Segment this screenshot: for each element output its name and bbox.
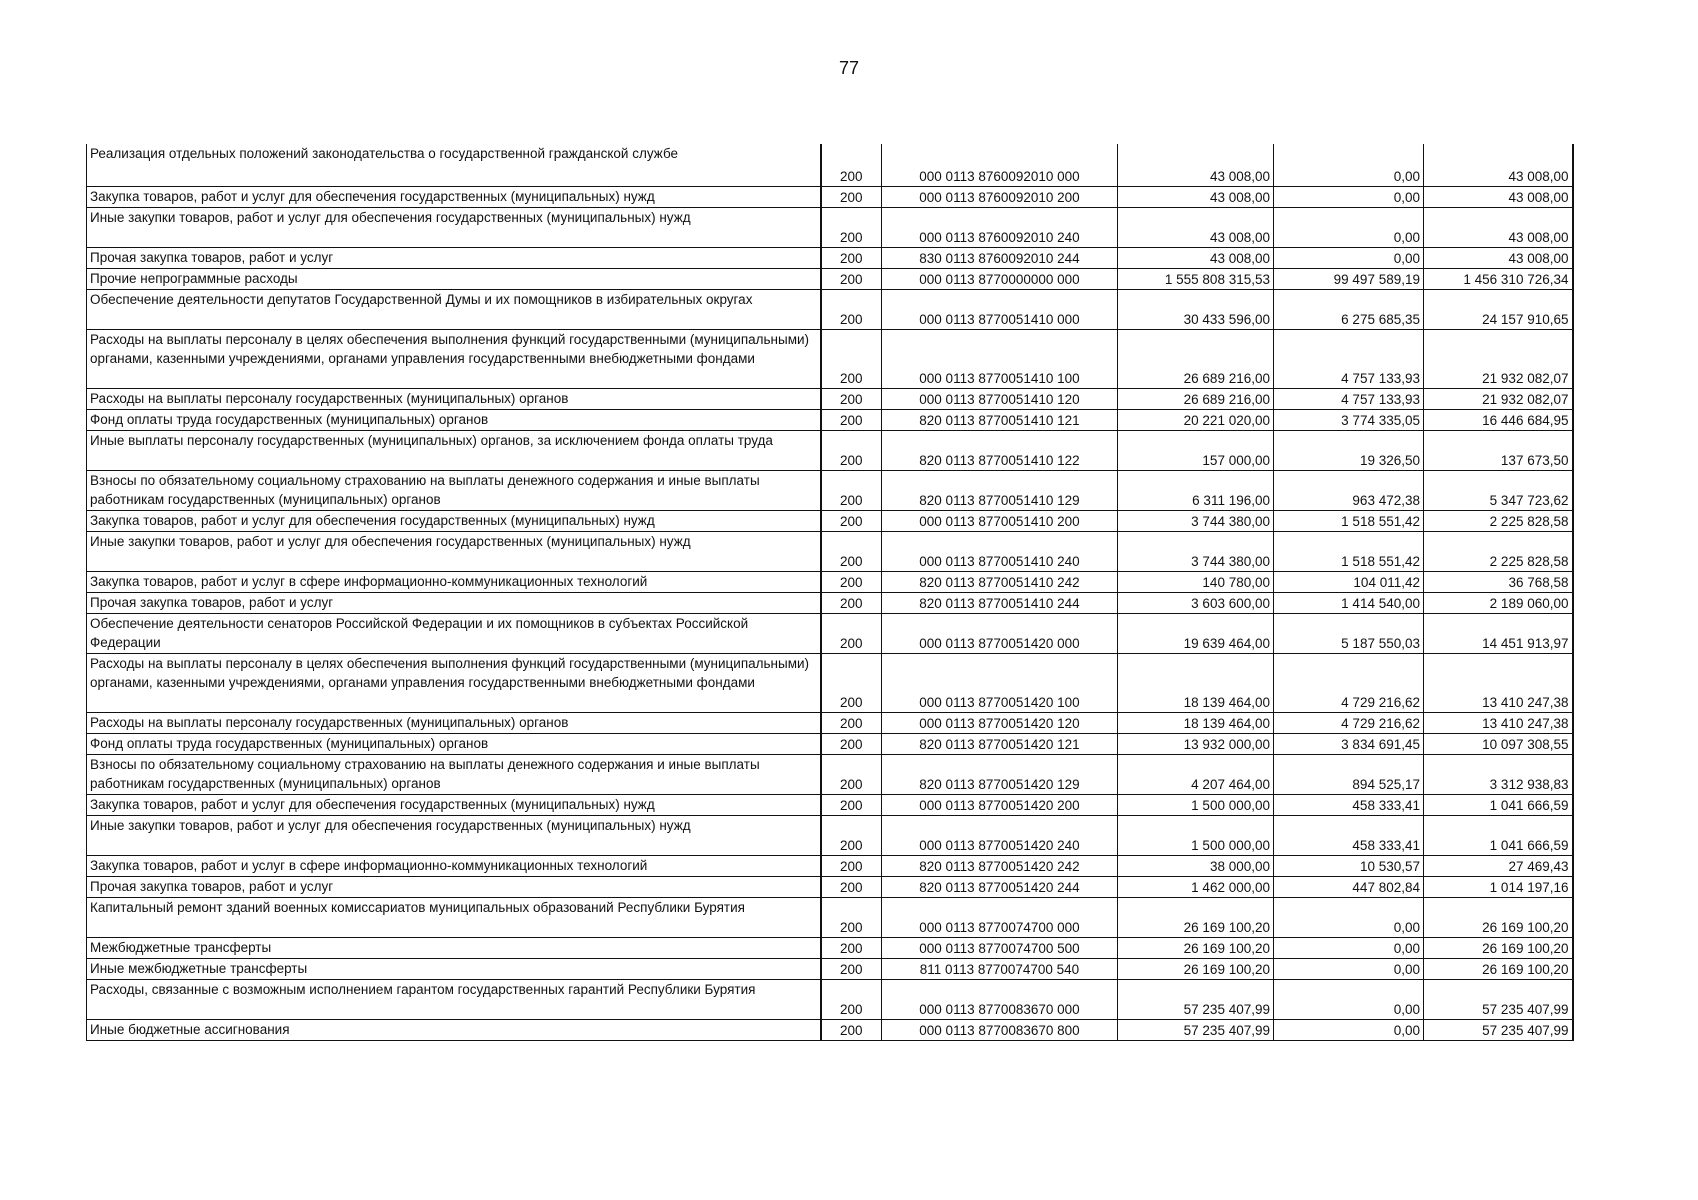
row-executed: 0,00 <box>1274 186 1424 207</box>
row-kbk: 000 0113 8770000000 000 <box>882 268 1118 289</box>
row-executed: 4 757 133,93 <box>1274 388 1424 409</box>
table-row <box>87 247 1573 268</box>
row-code: 200 <box>821 388 882 409</box>
table-row <box>87 653 1573 712</box>
row-kbk: 000 0113 8770051410 000 <box>882 289 1118 329</box>
row-remaining: 43 008,00 <box>1424 144 1573 186</box>
row-kbk: 820 0113 8770051420 129 <box>882 754 1118 794</box>
table-row <box>87 897 1573 937</box>
row-code: 200 <box>821 794 882 815</box>
row-kbk: 000 0113 8770083670 000 <box>882 979 1118 1019</box>
row-code: 200 <box>821 470 882 510</box>
row-executed: 3 834 691,45 <box>1274 733 1424 754</box>
row-code: 200 <box>821 958 882 979</box>
table-row <box>87 186 1573 207</box>
row-name: Расходы на выплаты персоналу в целях обеспечения выполнения функций государственными (муниципальными) органами, казенными учреждениями, органами управления государственными внебюджетными фондами <box>87 653 821 712</box>
row-code: 200 <box>821 329 882 388</box>
row-remaining: 137 673,50 <box>1424 430 1573 470</box>
row-kbk: 820 0113 8770051410 129 <box>882 470 1118 510</box>
table-row <box>87 712 1573 733</box>
row-code: 200 <box>821 289 882 329</box>
row-name: Фонд оплаты труда государственных (муниципальных) органов <box>87 733 821 754</box>
row-name: Иные выплаты персоналу государственных (муниципальных) органов, за исключением фонда оплаты труда <box>87 430 821 470</box>
row-kbk: 000 0113 8770051410 200 <box>882 510 1118 531</box>
row-name: Взносы по обязательному социальному страхованию на выплаты денежного содержания и иные выплаты работникам государственных (муниципальных) органов <box>87 754 821 794</box>
table-row <box>87 329 1573 388</box>
row-executed: 0,00 <box>1274 247 1424 268</box>
row-remaining: 21 932 082,07 <box>1424 388 1573 409</box>
row-executed: 99 497 589,19 <box>1274 268 1424 289</box>
table-row <box>87 1019 1573 1040</box>
table-row <box>87 289 1573 329</box>
row-kbk: 820 0113 8770051410 121 <box>882 409 1118 430</box>
table-row <box>87 470 1573 510</box>
row-executed: 10 530,57 <box>1274 855 1424 876</box>
table-row <box>87 531 1573 571</box>
row-executed: 4 729 216,62 <box>1274 712 1424 733</box>
row-kbk: 000 0113 8770083670 800 <box>882 1019 1118 1040</box>
row-code: 200 <box>821 186 882 207</box>
table-row <box>87 754 1573 794</box>
row-approved: 18 139 464,00 <box>1118 653 1274 712</box>
row-remaining: 1 014 197,16 <box>1424 876 1573 897</box>
row-code: 200 <box>821 937 882 958</box>
row-approved: 6 311 196,00 <box>1118 470 1274 510</box>
row-kbk: 000 0113 8770051420 000 <box>882 613 1118 653</box>
row-name: Расходы на выплаты персоналу государственных (муниципальных) органов <box>87 388 821 409</box>
row-executed: 0,00 <box>1274 897 1424 937</box>
row-code: 200 <box>821 712 882 733</box>
row-code: 200 <box>821 430 882 470</box>
table-row <box>87 388 1573 409</box>
row-remaining: 27 469,43 <box>1424 855 1573 876</box>
row-kbk: 000 0113 8770051420 200 <box>882 794 1118 815</box>
row-code: 200 <box>821 207 882 247</box>
row-name: Закупка товаров, работ и услуг для обеспечения государственных (муниципальных) нужд <box>87 186 821 207</box>
table-row <box>87 613 1573 653</box>
page-number: 77 <box>838 58 860 78</box>
row-approved: 3 744 380,00 <box>1118 510 1274 531</box>
row-remaining: 43 008,00 <box>1424 207 1573 247</box>
row-executed: 4 757 133,93 <box>1274 329 1424 388</box>
row-name: Иные закупки товаров, работ и услуг для обеспечения государственных (муниципальных) нужд <box>87 531 821 571</box>
row-code: 200 <box>821 510 882 531</box>
row-name: Закупка товаров, работ и услуг для обеспечения государственных (муниципальных) нужд <box>87 510 821 531</box>
row-approved: 26 169 100,20 <box>1118 958 1274 979</box>
row-remaining: 21 932 082,07 <box>1424 329 1573 388</box>
row-approved: 26 689 216,00 <box>1118 388 1274 409</box>
row-name: Закупка товаров, работ и услуг для обеспечения государственных (муниципальных) нужд <box>87 794 821 815</box>
row-code: 200 <box>821 531 882 571</box>
row-remaining: 57 235 407,99 <box>1424 1019 1573 1040</box>
row-approved: 38 000,00 <box>1118 855 1274 876</box>
row-code: 200 <box>821 409 882 430</box>
budget-table <box>86 144 1574 1041</box>
row-kbk: 820 0113 8770051420 244 <box>882 876 1118 897</box>
table-row <box>87 571 1573 592</box>
table-row <box>87 937 1573 958</box>
row-remaining: 10 097 308,55 <box>1424 733 1573 754</box>
table-row <box>87 409 1573 430</box>
row-approved: 1 500 000,00 <box>1118 794 1274 815</box>
row-approved: 18 139 464,00 <box>1118 712 1274 733</box>
table-row <box>87 510 1573 531</box>
row-name: Межбюджетные трансферты <box>87 937 821 958</box>
budget-table-body <box>87 144 1573 1040</box>
row-name: Обеспечение деятельности депутатов Государственной Думы и их помощников в избирательных округах <box>87 289 821 329</box>
row-name: Взносы по обязательному социальному страхованию на выплаты денежного содержания и иные выплаты работникам государственных (муниципальных) органов <box>87 470 821 510</box>
row-name: Расходы, связанные с возможным исполнением гарантом государственных гарантий Республики Бурятия <box>87 979 821 1019</box>
row-code: 200 <box>821 268 882 289</box>
table-row <box>87 815 1573 855</box>
row-code: 200 <box>821 653 882 712</box>
row-executed: 447 802,84 <box>1274 876 1424 897</box>
row-remaining: 3 312 938,83 <box>1424 754 1573 794</box>
row-approved: 4 207 464,00 <box>1118 754 1274 794</box>
row-executed: 19 326,50 <box>1274 430 1424 470</box>
row-code: 200 <box>821 571 882 592</box>
row-remaining: 1 041 666,59 <box>1424 794 1573 815</box>
row-approved: 43 008,00 <box>1118 144 1274 186</box>
row-code: 200 <box>821 815 882 855</box>
row-approved: 3 744 380,00 <box>1118 531 1274 571</box>
row-name: Расходы на выплаты персоналу государственных (муниципальных) органов <box>87 712 821 733</box>
row-approved: 19 639 464,00 <box>1118 613 1274 653</box>
row-kbk: 820 0113 8770051410 122 <box>882 430 1118 470</box>
table-row <box>87 794 1573 815</box>
row-executed: 6 275 685,35 <box>1274 289 1424 329</box>
row-remaining: 26 169 100,20 <box>1424 958 1573 979</box>
row-remaining: 16 446 684,95 <box>1424 409 1573 430</box>
row-remaining: 43 008,00 <box>1424 247 1573 268</box>
row-name: Реализация отдельных положений законодательства о государственной гражданской службе <box>87 144 821 186</box>
row-remaining: 2 225 828,58 <box>1424 531 1573 571</box>
row-remaining: 2 225 828,58 <box>1424 510 1573 531</box>
table-row <box>87 430 1573 470</box>
row-remaining: 24 157 910,65 <box>1424 289 1573 329</box>
row-kbk: 000 0113 8770051410 240 <box>882 531 1118 571</box>
row-approved: 43 008,00 <box>1118 186 1274 207</box>
row-remaining: 57 235 407,99 <box>1424 979 1573 1019</box>
row-executed: 963 472,38 <box>1274 470 1424 510</box>
row-remaining: 13 410 247,38 <box>1424 712 1573 733</box>
row-remaining: 36 768,58 <box>1424 571 1573 592</box>
row-remaining: 1 041 666,59 <box>1424 815 1573 855</box>
row-name: Прочая закупка товаров, работ и услуг <box>87 247 821 268</box>
row-name: Обеспечение деятельности сенаторов Российской Федерации и их помощников в субъектах Российской Федерации <box>87 613 821 653</box>
row-name: Иные закупки товаров, работ и услуг для обеспечения государственных (муниципальных) нужд <box>87 207 821 247</box>
row-kbk: 000 0113 8770074700 500 <box>882 937 1118 958</box>
table-row <box>87 958 1573 979</box>
row-approved: 57 235 407,99 <box>1118 979 1274 1019</box>
row-approved: 43 008,00 <box>1118 247 1274 268</box>
table-row <box>87 855 1573 876</box>
row-kbk: 000 0113 8760092010 000 <box>882 144 1118 186</box>
row-name: Иные межбюджетные трансферты <box>87 958 821 979</box>
row-executed: 1 414 540,00 <box>1274 592 1424 613</box>
row-kbk: 820 0113 8770051410 244 <box>882 592 1118 613</box>
row-kbk: 000 0113 8770051410 120 <box>882 388 1118 409</box>
row-executed: 458 333,41 <box>1274 794 1424 815</box>
table-row <box>87 268 1573 289</box>
row-kbk: 000 0113 8760092010 240 <box>882 207 1118 247</box>
row-kbk: 830 0113 8760092010 244 <box>882 247 1118 268</box>
row-approved: 140 780,00 <box>1118 571 1274 592</box>
row-kbk: 820 0113 8770051420 121 <box>882 733 1118 754</box>
row-kbk: 000 0113 8770074700 000 <box>882 897 1118 937</box>
row-name: Иные бюджетные ассигнования <box>87 1019 821 1040</box>
row-executed: 5 187 550,03 <box>1274 613 1424 653</box>
row-executed: 3 774 335,05 <box>1274 409 1424 430</box>
row-name: Закупка товаров, работ и услуг в сфере информационно-коммуникационных технологий <box>87 571 821 592</box>
row-executed: 0,00 <box>1274 958 1424 979</box>
table-row <box>87 733 1573 754</box>
row-approved: 43 008,00 <box>1118 207 1274 247</box>
row-remaining: 2 189 060,00 <box>1424 592 1573 613</box>
row-name: Капитальный ремонт зданий военных комиссариатов муниципальных образований Республики Бурятия <box>87 897 821 937</box>
row-executed: 0,00 <box>1274 144 1424 186</box>
row-code: 200 <box>821 754 882 794</box>
row-code: 200 <box>821 897 882 937</box>
row-executed: 0,00 <box>1274 937 1424 958</box>
table-row <box>87 592 1573 613</box>
row-code: 200 <box>821 876 882 897</box>
row-approved: 26 169 100,20 <box>1118 937 1274 958</box>
row-executed: 104 011,42 <box>1274 571 1424 592</box>
row-code: 200 <box>821 247 882 268</box>
table-row <box>87 207 1573 247</box>
row-name: Прочая закупка товаров, работ и услуг <box>87 876 821 897</box>
row-name: Прочие непрограммные расходы <box>87 268 821 289</box>
row-kbk: 000 0113 8770051420 120 <box>882 712 1118 733</box>
row-executed: 894 525,17 <box>1274 754 1424 794</box>
row-approved: 13 932 000,00 <box>1118 733 1274 754</box>
row-remaining: 1 456 310 726,34 <box>1424 268 1573 289</box>
row-code: 200 <box>821 592 882 613</box>
row-remaining: 13 410 247,38 <box>1424 653 1573 712</box>
row-approved: 26 169 100,20 <box>1118 897 1274 937</box>
row-code: 200 <box>821 979 882 1019</box>
row-code: 200 <box>821 1019 882 1040</box>
row-remaining: 5 347 723,62 <box>1424 470 1573 510</box>
table-row <box>87 144 1573 186</box>
row-name: Расходы на выплаты персоналу в целях обеспечения выполнения функций государственными (муниципальными) органами, казенными учреждениями, органами управления государственными внебюджетными фондами <box>87 329 821 388</box>
row-name: Прочая закупка товаров, работ и услуг <box>87 592 821 613</box>
row-executed: 1 518 551,42 <box>1274 531 1424 571</box>
row-executed: 0,00 <box>1274 207 1424 247</box>
row-executed: 0,00 <box>1274 979 1424 1019</box>
row-code: 200 <box>821 613 882 653</box>
row-approved: 57 235 407,99 <box>1118 1019 1274 1040</box>
table-row <box>87 876 1573 897</box>
row-approved: 1 555 808 315,53 <box>1118 268 1274 289</box>
row-approved: 26 689 216,00 <box>1118 329 1274 388</box>
row-kbk: 811 0113 8770074700 540 <box>882 958 1118 979</box>
row-executed: 0,00 <box>1274 1019 1424 1040</box>
row-remaining: 14 451 913,97 <box>1424 613 1573 653</box>
row-kbk: 000 0113 8770051410 100 <box>882 329 1118 388</box>
row-name: Фонд оплаты труда государственных (муниципальных) органов <box>87 409 821 430</box>
row-approved: 30 433 596,00 <box>1118 289 1274 329</box>
row-approved: 3 603 600,00 <box>1118 592 1274 613</box>
row-remaining: 26 169 100,20 <box>1424 897 1573 937</box>
row-kbk: 820 0113 8770051410 242 <box>882 571 1118 592</box>
row-code: 200 <box>821 144 882 186</box>
row-executed: 1 518 551,42 <box>1274 510 1424 531</box>
row-name: Иные закупки товаров, работ и услуг для обеспечения государственных (муниципальных) нужд <box>87 815 821 855</box>
row-name: Закупка товаров, работ и услуг в сфере информационно-коммуникационных технологий <box>87 855 821 876</box>
row-kbk: 000 0113 8760092010 200 <box>882 186 1118 207</box>
row-executed: 4 729 216,62 <box>1274 653 1424 712</box>
row-approved: 157 000,00 <box>1118 430 1274 470</box>
table-row <box>87 979 1573 1019</box>
row-code: 200 <box>821 855 882 876</box>
row-kbk: 000 0113 8770051420 240 <box>882 815 1118 855</box>
row-remaining: 43 008,00 <box>1424 186 1573 207</box>
row-approved: 20 221 020,00 <box>1118 409 1274 430</box>
row-kbk: 000 0113 8770051420 100 <box>882 653 1118 712</box>
row-executed: 458 333,41 <box>1274 815 1424 855</box>
row-approved: 1 462 000,00 <box>1118 876 1274 897</box>
row-code: 200 <box>821 733 882 754</box>
row-approved: 1 500 000,00 <box>1118 815 1274 855</box>
row-kbk: 820 0113 8770051420 242 <box>882 855 1118 876</box>
row-remaining: 26 169 100,20 <box>1424 937 1573 958</box>
